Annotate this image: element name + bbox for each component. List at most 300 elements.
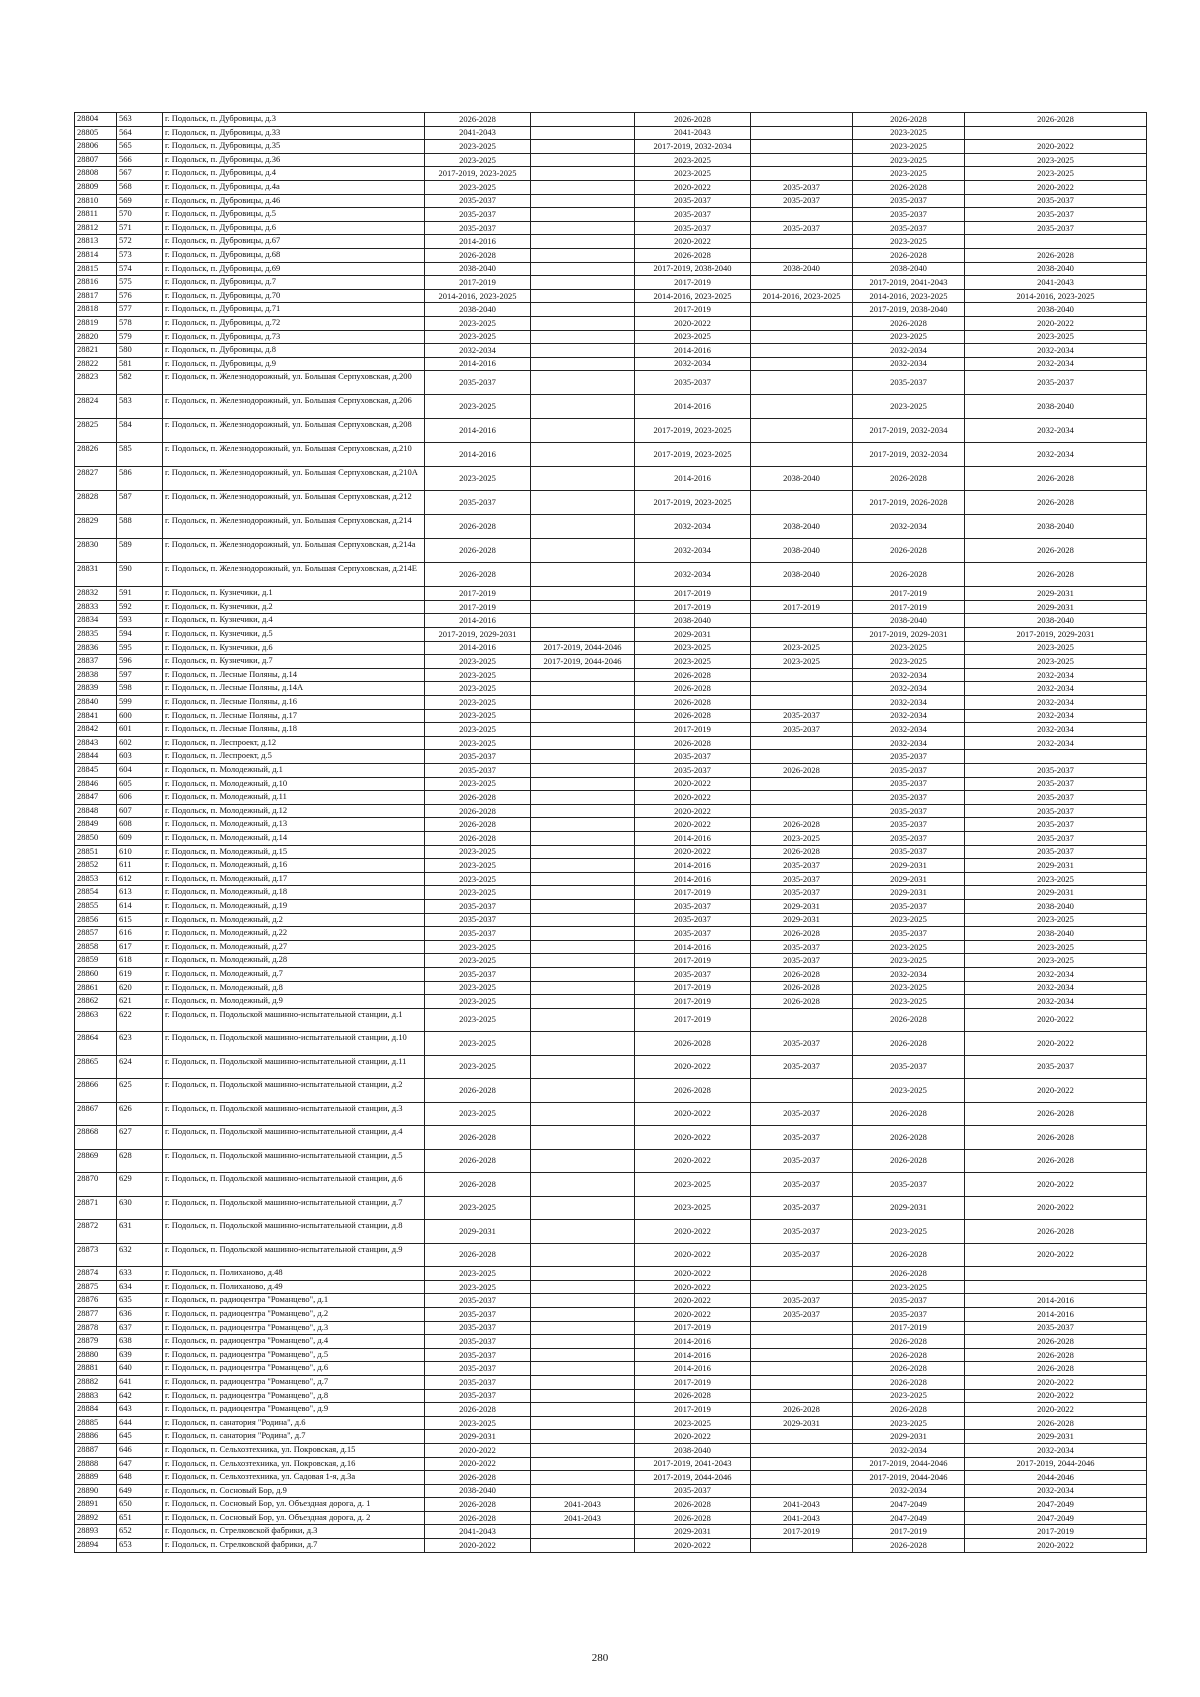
row-id-cell: 28810	[75, 194, 117, 208]
period-cell-2	[531, 126, 635, 140]
address-cell: г. Подольск, п. Подольской машинно-испытательной станции, д.11	[163, 1055, 425, 1079]
address-cell: г. Подольск, п. радиоцентра "Романцево", д.5	[163, 1348, 425, 1362]
row-id-cell: 28821	[75, 344, 117, 358]
row-id-cell: 28874	[75, 1267, 117, 1281]
period-cell-5: 2032-2034	[853, 682, 965, 696]
row-number-cell: 622	[117, 1008, 163, 1032]
period-cell-4	[751, 587, 853, 601]
row-id-cell: 28856	[75, 913, 117, 927]
period-cell-3: 2014-2016	[635, 1335, 751, 1349]
table-row	[75, 845, 1147, 859]
row-number-cell: 629	[117, 1173, 163, 1197]
row-id-cell: 28888	[75, 1457, 117, 1471]
period-cell-6: 2035-2037	[965, 208, 1147, 222]
period-cell-2	[531, 872, 635, 886]
row-number-cell: 566	[117, 153, 163, 167]
period-cell-6: 2026-2028	[965, 563, 1147, 587]
period-cell-5: 2017-2019, 2029-2031	[853, 628, 965, 642]
row-id-cell: 28887	[75, 1443, 117, 1457]
period-cell-2	[531, 1389, 635, 1403]
period-cell-6: 2023-2025	[965, 655, 1147, 669]
period-cell-3: 2023-2025	[635, 1416, 751, 1430]
row-number-cell: 649	[117, 1484, 163, 1498]
row-id-cell: 28879	[75, 1335, 117, 1349]
period-cell-2	[531, 1416, 635, 1430]
period-cell-3: 2026-2028	[635, 113, 751, 127]
table-row	[75, 981, 1147, 995]
period-cell-3: 2023-2025	[635, 655, 751, 669]
period-cell-6: 2017-2019	[965, 1525, 1147, 1539]
period-cell-1: 2020-2022	[425, 1443, 531, 1457]
address-cell: г. Подольск, п. Железнодорожный, ул. Большая Серпуховская, д.208	[163, 419, 425, 443]
table-row	[75, 1525, 1147, 1539]
period-cell-1: 2038-2040	[425, 1484, 531, 1498]
table-row	[75, 628, 1147, 642]
address-cell: г. Подольск, п. Сосновый Бор, ул. Объездная дорога, д. 1	[163, 1498, 425, 1512]
address-cell: г. Подольск, п. Кузнечики, д.2	[163, 600, 425, 614]
period-cell-1: 2026-2028	[425, 1079, 531, 1103]
table-row	[75, 289, 1147, 303]
row-number-cell: 621	[117, 995, 163, 1009]
period-cell-4	[751, 276, 853, 290]
period-cell-5: 2035-2037	[853, 371, 965, 395]
period-cell-6	[965, 235, 1147, 249]
table-row	[75, 1032, 1147, 1056]
period-cell-5: 2026-2028	[853, 1403, 965, 1417]
period-cell-3: 2026-2028	[635, 1511, 751, 1525]
address-cell: г. Подольск, п. Дубровицы, д.70	[163, 289, 425, 303]
period-cell-6: 2032-2034	[965, 344, 1147, 358]
row-id-cell: 28819	[75, 316, 117, 330]
row-number-cell: 635	[117, 1294, 163, 1308]
period-cell-3: 2026-2028	[635, 682, 751, 696]
period-cell-2	[531, 831, 635, 845]
period-cell-5: 2023-2025	[853, 995, 965, 1009]
period-cell-6: 2026-2028	[965, 1220, 1147, 1244]
period-cell-4: 2035-2037	[751, 1220, 853, 1244]
row-number-cell: 613	[117, 886, 163, 900]
table-row	[75, 1362, 1147, 1376]
period-cell-2	[531, 443, 635, 467]
period-cell-4	[751, 1079, 853, 1103]
period-cell-2	[531, 467, 635, 491]
period-cell-2	[531, 1220, 635, 1244]
period-cell-1: 2035-2037	[425, 927, 531, 941]
table-row	[75, 1220, 1147, 1244]
period-cell-3: 2032-2034	[635, 539, 751, 563]
period-cell-1: 2023-2025	[425, 995, 531, 1009]
period-cell-5: 2047-2049	[853, 1511, 965, 1525]
period-cell-1: 2023-2025	[425, 777, 531, 791]
row-id-cell: 28885	[75, 1416, 117, 1430]
row-number-cell: 609	[117, 831, 163, 845]
row-id-cell: 28865	[75, 1055, 117, 1079]
period-cell-2	[531, 153, 635, 167]
period-cell-2	[531, 1471, 635, 1485]
address-cell: г. Подольск, п. Молодежный, д.10	[163, 777, 425, 791]
period-cell-3: 2023-2025	[635, 1173, 751, 1197]
address-cell: г. Подольск, п. Сельхозтехника, ул. Покровская, д.16	[163, 1457, 425, 1471]
period-cell-2	[531, 614, 635, 628]
period-cell-1: 2035-2037	[425, 1321, 531, 1335]
row-number-cell: 577	[117, 303, 163, 317]
address-cell: г. Подольск, п. санатория "Родина", д.7	[163, 1430, 425, 1444]
period-cell-4	[751, 1484, 853, 1498]
table-row	[75, 515, 1147, 539]
period-cell-5: 2017-2019, 2041-2043	[853, 276, 965, 290]
period-cell-3: 2017-2019	[635, 723, 751, 737]
table-row	[75, 491, 1147, 515]
address-cell: г. Подольск, п. Молодежный, д.1	[163, 764, 425, 778]
table-row	[75, 1389, 1147, 1403]
period-cell-2	[531, 563, 635, 587]
period-cell-4	[751, 167, 853, 181]
period-cell-4	[751, 316, 853, 330]
period-cell-6: 2023-2025	[965, 641, 1147, 655]
period-cell-3: 2035-2037	[635, 967, 751, 981]
period-cell-1: 2023-2025	[425, 709, 531, 723]
address-cell: г. Подольск, п. Леспроект, д.5	[163, 750, 425, 764]
row-id-cell: 28876	[75, 1294, 117, 1308]
period-cell-6: 2038-2040	[965, 927, 1147, 941]
period-cell-2	[531, 1267, 635, 1281]
period-cell-6: 2026-2028	[965, 1335, 1147, 1349]
address-cell: г. Подольск, п. Железнодорожный, ул. Большая Серпуховская, д.210А	[163, 467, 425, 491]
period-cell-5: 2023-2025	[853, 1220, 965, 1244]
period-cell-3: 2017-2019, 2023-2025	[635, 419, 751, 443]
table-row	[75, 1280, 1147, 1294]
period-cell-2	[531, 419, 635, 443]
period-cell-5: 2023-2025	[853, 395, 965, 419]
period-cell-4: 2014-2016, 2023-2025	[751, 289, 853, 303]
period-cell-2	[531, 208, 635, 222]
row-id-cell: 28868	[75, 1126, 117, 1150]
period-cell-4: 2038-2040	[751, 539, 853, 563]
row-id-cell: 28847	[75, 791, 117, 805]
period-cell-4	[751, 357, 853, 371]
row-number-cell: 640	[117, 1362, 163, 1376]
row-number-cell: 575	[117, 276, 163, 290]
period-cell-5: 2032-2034	[853, 357, 965, 371]
period-cell-1: 2014-2016	[425, 614, 531, 628]
row-number-cell: 603	[117, 750, 163, 764]
period-cell-3: 2017-2019	[635, 981, 751, 995]
period-cell-2	[531, 180, 635, 194]
row-number-cell: 632	[117, 1243, 163, 1267]
row-number-cell: 588	[117, 515, 163, 539]
table-row	[75, 641, 1147, 655]
address-cell: г. Подольск, п. Дубровицы, д.9	[163, 357, 425, 371]
table-row	[75, 419, 1147, 443]
address-cell: г. Подольск, п. Кузнечики, д.4	[163, 614, 425, 628]
row-id-cell: 28871	[75, 1196, 117, 1220]
period-cell-2: 2017-2019, 2044-2046	[531, 641, 635, 655]
period-cell-1: 2035-2037	[425, 967, 531, 981]
table-row	[75, 1126, 1147, 1150]
table-row	[75, 913, 1147, 927]
row-number-cell: 651	[117, 1511, 163, 1525]
table-row	[75, 927, 1147, 941]
period-cell-4	[751, 1389, 853, 1403]
table-row	[75, 750, 1147, 764]
period-cell-4: 2017-2019	[751, 600, 853, 614]
period-cell-1: 2023-2025	[425, 1280, 531, 1294]
row-number-cell: 579	[117, 330, 163, 344]
address-cell: г. Подольск, п. Подольской машинно-испытательной станции, д.8	[163, 1220, 425, 1244]
period-cell-5: 2017-2019	[853, 600, 965, 614]
period-cell-2	[531, 668, 635, 682]
table-row	[75, 153, 1147, 167]
row-id-cell: 28882	[75, 1375, 117, 1389]
period-cell-1: 2035-2037	[425, 208, 531, 222]
table-row	[75, 1539, 1147, 1553]
period-cell-2	[531, 330, 635, 344]
period-cell-5: 2017-2019	[853, 1525, 965, 1539]
period-cell-6: 2026-2028	[965, 1416, 1147, 1430]
address-cell: г. Подольск, п. Дубровицы, д.8	[163, 344, 425, 358]
table-row	[75, 1321, 1147, 1335]
period-cell-6: 2032-2034	[965, 995, 1147, 1009]
address-cell: г. Подольск, п. Сосновый Бор, д.9	[163, 1484, 425, 1498]
table-row	[75, 1243, 1147, 1267]
row-number-cell: 627	[117, 1126, 163, 1150]
period-cell-4	[751, 235, 853, 249]
period-cell-6: 2038-2040	[965, 262, 1147, 276]
period-cell-1: 2026-2028	[425, 1511, 531, 1525]
period-cell-3: 2017-2019, 2038-2040	[635, 262, 751, 276]
period-cell-5: 2023-2025	[853, 140, 965, 154]
address-cell: г. Подольск, п. Дубровицы, д.5	[163, 208, 425, 222]
period-cell-3: 2017-2019	[635, 303, 751, 317]
period-cell-3: 2020-2022	[635, 791, 751, 805]
row-id-cell: 28851	[75, 845, 117, 859]
period-cell-6: 2035-2037	[965, 791, 1147, 805]
period-cell-2	[531, 491, 635, 515]
period-cell-6: 2023-2025	[965, 872, 1147, 886]
row-id-cell: 28838	[75, 668, 117, 682]
row-id-cell: 28814	[75, 248, 117, 262]
address-cell: г. Подольск, п. Дубровицы, д.46	[163, 194, 425, 208]
row-number-cell: 642	[117, 1389, 163, 1403]
table-row	[75, 113, 1147, 127]
period-cell-4: 2035-2037	[751, 221, 853, 235]
table-row	[75, 1294, 1147, 1308]
period-cell-3: 2017-2019, 2044-2046	[635, 1471, 751, 1485]
period-cell-5: 2038-2040	[853, 614, 965, 628]
period-cell-2	[531, 791, 635, 805]
period-cell-1: 2017-2019	[425, 600, 531, 614]
period-cell-3: 2017-2019	[635, 995, 751, 1009]
period-cell-1: 2023-2025	[425, 330, 531, 344]
period-cell-3: 2017-2019, 2023-2025	[635, 491, 751, 515]
period-cell-4: 2035-2037	[751, 180, 853, 194]
period-cell-4: 2026-2028	[751, 845, 853, 859]
table-row	[75, 344, 1147, 358]
period-cell-3: 2029-2031	[635, 1525, 751, 1539]
table-row	[75, 126, 1147, 140]
period-cell-6: 2035-2037	[965, 804, 1147, 818]
period-cell-5: 2017-2019, 2038-2040	[853, 303, 965, 317]
period-cell-3: 2023-2025	[635, 330, 751, 344]
address-cell: г. Подольск, п. Подольской машинно-испытательной станции, д.3	[163, 1102, 425, 1126]
period-cell-1: 2020-2022	[425, 1457, 531, 1471]
period-cell-6: 2020-2022	[965, 1243, 1147, 1267]
period-cell-6: 2020-2022	[965, 1173, 1147, 1197]
period-cell-6: 2038-2040	[965, 303, 1147, 317]
period-cell-2	[531, 995, 635, 1009]
period-cell-6: 2035-2037	[965, 371, 1147, 395]
period-cell-2	[531, 1008, 635, 1032]
period-cell-3: 2035-2037	[635, 750, 751, 764]
period-cell-6: 2032-2034	[965, 967, 1147, 981]
address-cell: г. Подольск, п. Сельхозтехника, ул. Покровская, д.15	[163, 1443, 425, 1457]
period-cell-5: 2023-2025	[853, 981, 965, 995]
period-cell-5: 2017-2019	[853, 1321, 965, 1335]
period-cell-1: 2023-2025	[425, 1267, 531, 1281]
period-cell-5: 2023-2025	[853, 940, 965, 954]
period-cell-3: 2017-2019, 2032-2034	[635, 140, 751, 154]
row-number-cell: 605	[117, 777, 163, 791]
period-cell-5: 2026-2028	[853, 1375, 965, 1389]
period-cell-1: 2023-2025	[425, 180, 531, 194]
period-cell-3: 2017-2019	[635, 886, 751, 900]
table-row	[75, 395, 1147, 419]
period-cell-6: 2032-2034	[965, 682, 1147, 696]
table-row	[75, 140, 1147, 154]
table-row	[75, 316, 1147, 330]
period-cell-1: 2026-2028	[425, 1173, 531, 1197]
row-id-cell: 28859	[75, 954, 117, 968]
period-cell-6: 2020-2022	[965, 180, 1147, 194]
period-cell-4	[751, 777, 853, 791]
period-cell-4: 2035-2037	[751, 1126, 853, 1150]
period-cell-3: 2026-2028	[635, 1079, 751, 1103]
row-number-cell: 576	[117, 289, 163, 303]
period-cell-2	[531, 1294, 635, 1308]
address-cell: г. Подольск, п. Лесные Поляны, д.14	[163, 668, 425, 682]
address-cell: г. Подольск, п. Лесные Поляны, д.17	[163, 709, 425, 723]
period-cell-6: 2035-2037	[965, 194, 1147, 208]
period-cell-3: 2041-2043	[635, 126, 751, 140]
row-id-cell: 28853	[75, 872, 117, 886]
period-cell-4	[751, 1457, 853, 1471]
period-cell-5: 2029-2031	[853, 872, 965, 886]
table-row	[75, 1335, 1147, 1349]
period-cell-3: 2038-2040	[635, 614, 751, 628]
address-cell: г. Подольск, п. Леспроект, д.12	[163, 736, 425, 750]
period-cell-3: 2020-2022	[635, 1280, 751, 1294]
period-cell-5: 2035-2037	[853, 831, 965, 845]
period-cell-5: 2029-2031	[853, 1430, 965, 1444]
period-cell-3: 2023-2025	[635, 641, 751, 655]
period-cell-2	[531, 886, 635, 900]
address-cell: г. Подольск, п. радиоцентра "Романцево", д.3	[163, 1321, 425, 1335]
address-cell: г. Подольск, п. Сосновый Бор, ул. Объездная дорога, д. 2	[163, 1511, 425, 1525]
row-number-cell: 601	[117, 723, 163, 737]
row-id-cell: 28830	[75, 539, 117, 563]
address-cell: г. Подольск, п. Дубровицы, д.4	[163, 167, 425, 181]
table-row	[75, 764, 1147, 778]
row-number-cell: 586	[117, 467, 163, 491]
period-cell-3: 2014-2016	[635, 344, 751, 358]
period-cell-4: 2023-2025	[751, 831, 853, 845]
period-cell-6: 2035-2037	[965, 845, 1147, 859]
period-cell-1: 2023-2025	[425, 153, 531, 167]
address-cell: г. Подольск, п. Полиханово, д.49	[163, 1280, 425, 1294]
period-cell-6: 2032-2034	[965, 419, 1147, 443]
row-number-cell: 647	[117, 1457, 163, 1471]
period-cell-3: 2038-2040	[635, 1443, 751, 1457]
period-cell-5: 2023-2025	[853, 1079, 965, 1103]
address-cell: г. Подольск, п. Железнодорожный, ул. Большая Серпуховская, д.200	[163, 371, 425, 395]
period-cell-2	[531, 140, 635, 154]
period-cell-5: 2035-2037	[853, 1307, 965, 1321]
address-cell: г. Подольск, п. Кузнечики, д.5	[163, 628, 425, 642]
period-cell-1: 2026-2028	[425, 539, 531, 563]
period-cell-1: 2041-2043	[425, 126, 531, 140]
period-cell-4: 2026-2028	[751, 927, 853, 941]
period-cell-6: 2029-2031	[965, 859, 1147, 873]
row-id-cell: 28806	[75, 140, 117, 154]
period-cell-4: 2029-2031	[751, 1416, 853, 1430]
period-cell-6	[965, 1280, 1147, 1294]
period-cell-4: 2035-2037	[751, 940, 853, 954]
period-cell-4	[751, 696, 853, 710]
row-number-cell: 611	[117, 859, 163, 873]
period-cell-1: 2035-2037	[425, 1389, 531, 1403]
period-cell-5: 2026-2028	[853, 1267, 965, 1281]
address-cell: г. Подольск, п. Подольской машинно-испытательной станции, д.2	[163, 1079, 425, 1103]
row-number-cell: 590	[117, 563, 163, 587]
period-cell-4: 2026-2028	[751, 818, 853, 832]
period-cell-5: 2023-2025	[853, 641, 965, 655]
period-cell-2	[531, 764, 635, 778]
period-cell-3: 2035-2037	[635, 913, 751, 927]
address-cell: г. Подольск, п. Подольской машинно-испытательной станции, д.5	[163, 1149, 425, 1173]
period-cell-6: 2026-2028	[965, 539, 1147, 563]
period-cell-4	[751, 791, 853, 805]
table-row	[75, 221, 1147, 235]
period-cell-4	[751, 682, 853, 696]
table-row	[75, 1348, 1147, 1362]
period-cell-5: 2035-2037	[853, 1294, 965, 1308]
row-number-cell: 583	[117, 395, 163, 419]
period-cell-5: 2032-2034	[853, 696, 965, 710]
period-cell-5: 2035-2037	[853, 845, 965, 859]
address-cell: г. Подольск, п. Кузнечики, д.6	[163, 641, 425, 655]
period-cell-1: 2023-2025	[425, 981, 531, 995]
period-cell-4	[751, 371, 853, 395]
period-cell-3: 2020-2022	[635, 1267, 751, 1281]
address-cell: г. Подольск, п. Молодежный, д.8	[163, 981, 425, 995]
period-cell-4	[751, 140, 853, 154]
row-number-cell: 580	[117, 344, 163, 358]
period-cell-2	[531, 804, 635, 818]
period-cell-2	[531, 750, 635, 764]
row-id-cell: 28861	[75, 981, 117, 995]
table-row	[75, 1511, 1147, 1525]
period-cell-2	[531, 682, 635, 696]
period-cell-3: 2014-2016	[635, 831, 751, 845]
period-cell-6: 2026-2028	[965, 113, 1147, 127]
period-cell-3: 2026-2028	[635, 1389, 751, 1403]
row-number-cell: 620	[117, 981, 163, 995]
address-cell: г. Подольск, п. Подольской машинно-испытательной станции, д.7	[163, 1196, 425, 1220]
period-cell-5: 2023-2025	[853, 1416, 965, 1430]
address-cell: г. Подольск, п. радиоцентра "Романцево", д.1	[163, 1294, 425, 1308]
period-cell-6: 2020-2022	[965, 1539, 1147, 1553]
period-cell-1: 2014-2016	[425, 357, 531, 371]
